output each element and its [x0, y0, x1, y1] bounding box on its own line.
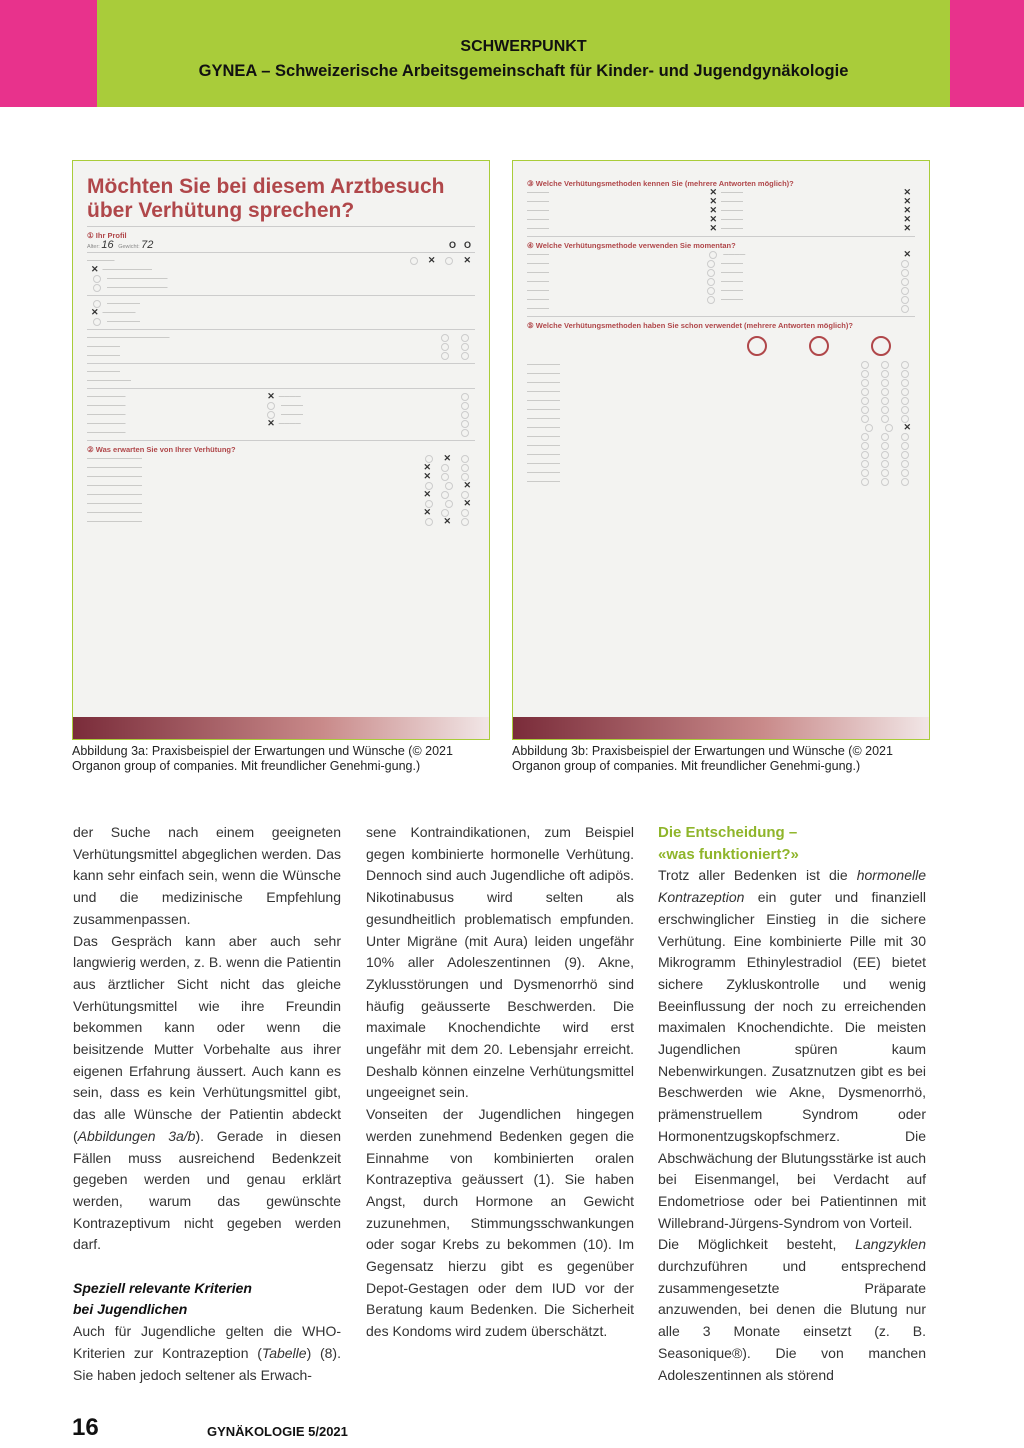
happy-face-icon [871, 336, 891, 356]
table-reference: Tabelle [261, 1344, 307, 1361]
text-column-3 [658, 822, 926, 1386]
header-accent-right [950, 0, 1024, 107]
paragraph: Die Möglichkeit besteht, Langzyklen durchzuführen und entsprechend zusammengesetzte Präparate anzuwenden, bei denen die Blutung nur alle 3 Monate einsetzt (z. B. Seasonique®). Die von manchen Adoleszentinnen als störend [658, 1236, 926, 1383]
page-number: 16 [72, 1414, 99, 1441]
paragraph: Trotz aller Bedenken ist die hormonelle Kontrazeption ein guter und finanziell erschwinglicher Einstieg in die sichere Verhütung. Eine kombinierte Pille mit 30 Mikrogramm Ethinylestradiol (EE) bietet sichere Zykluskontrolle und wenig Beeinflussung der noch zu erreichenden maximalen Knochendichte. Die meisten Jugendlichen spüren kaum Nebenwirkungen. Zusatznutzen gibt es bei Beschwerden wie Akne, Dysmenorrhö, prämenstruellem Syndrom oder Hormonentzugskopfschmerz. Die Abschwächung der Blutungsstärke ist auch bei Eisenmangel, bei Verdacht auf Endometriose oder bei Patientinnen mit Willebrand-Jürgens-Syndrom von Vorteil. [658, 867, 926, 1231]
age-value: 16 [101, 238, 114, 251]
figure-3b-section-known: ③ Welche Verhütungsmethoden kennen Sie (mehrere Antworten möglich)? [527, 179, 794, 188]
figure-3b-footer-band [513, 717, 929, 739]
weight-value: 72 [141, 238, 154, 251]
figure-3a-title-1: Möchten Sie bei diesem Arztbesuch [87, 175, 445, 198]
figure-3a-footer-band [73, 717, 489, 739]
paragraph: Vonseiten der Jugendlichen hingegen werden zunehmend Bedenken gegen die Einnahme von kombinierten oralen Kontrazeptiva geäussert (1). Sie haben Angst, durch Hormone an Gewicht zuzunehmen, Stimmungsschwankungen oder sogar Krebs zu bekommen (10). Im Gegensatz hierzu gibt es gegenüber Depot-Gestagen oder dem IUD vor der Beratung kaum Bedenken. Die Sicherheit des Kondoms wird zudem überschätzt. [366, 1106, 634, 1340]
neutral-face-icon [809, 336, 829, 356]
figure-3a-title-2: über Verhütung sprechen? [87, 199, 355, 222]
figure-3b-section-used: ⑤ Welche Verhütungsmethoden haben Sie schon verwendet (mehrere Antworten möglich)? [527, 321, 853, 330]
subheading-line-2: bei Jugendlichen [73, 1301, 188, 1318]
figure-3b-caption: Abbildung 3b: Praxisbeispiel der Erwartungen und Wünsche (© 2021 Organon group of companies. Mit freundlicher Genehmi-gung.) [512, 744, 893, 773]
sad-face-icon [747, 336, 767, 356]
header-title: GYNEA – Schweizerische Arbeitsgemeinschaft für Kinder- und Jugendgynäkologie [198, 62, 849, 80]
paragraph: Das Gespräch kann aber auch sehr langwierig werden, z. B. wenn die Patientin aus ärztlicher Sicht nicht das gleiche Verhütungsmittel wie ihre Freundin bekommen kann oder wenn die beisitzende Mutter Vorbehalte aus ihrer eigenen Erfahrung äussert. Auch kann es sein, dass es kein Verhütungsmittel gibt, das alle Wünsche der Patientin abdeckt (Abbildungen 3a/b). Gerade in diesen Fällen muss ausreichend Bedenkzeit gegeben werden und genau erklärt werden, warum das gewünschte Kontrazeptivum nicht gegeben werden darf. [73, 932, 341, 1253]
figure-3b: ③ Welche Verhütungsmethoden kennen Sie (mehrere Antworten möglich)? ———— ✕ ———— ✕ ———— ✕ ———— ✕ ———— ✕ ———— ✕ ———— ✕ ———— ✕ ———— ✕ ———— ✕ ④ Welche Verhütungsmethode verwenden Sie momentan? ———— ———— ✕ ———— ———— ———— ———— ———— ———— ———— ———— ———— ———— ———— ⑤ Welche Verhütungsmethoden haben Sie schon verwendet (mehrere Antworten möglich)? —————— —————— —————— —————— —————— —————— —————— —————— ✕ —————— —————— —————— —————— —————— —————— [512, 160, 930, 740]
figure-3b-section-current: ④ Welche Verhütungsmethode verwenden Sie momentan? [527, 241, 736, 250]
subheading-line-1: Speziell relevante Kriterien [73, 1279, 252, 1296]
figure-3a-section-expectations: ② Was erwarten Sie von Ihrer Verhütung? [87, 445, 236, 454]
journal-name: GYNÄKOLOGIE 5/2021 [207, 1424, 348, 1439]
section-heading-line-2: «was funktioniert?» [658, 845, 799, 863]
figure-reference: Abbildungen 3a/b [77, 1127, 196, 1144]
figure-3a: Möchten Sie bei diesem Arztbesuch über Verhütung sprechen? ① Ihr Profil Alter: 16 Gewicht: 72 O O ————— ✕ ✕ ✕ ————————— ——————————— ——————————— —————— ✕ —————— —————— ——————————————— —————— —————— —————— ———————— ——————— ✕ ———— ——————— ———— ——————— ———— ——————— ✕ ———— ——————— ② Was erwarten Sie von Ihrer Verhütung? —————————— ✕ —————————— ✕ —————————— ✕ —————————— ✕ —————————— ✕ —————————— ✕ —————————— ✕ —————————— ✕ [72, 160, 490, 740]
section-heading-line-1: Die Entscheidung – [658, 824, 798, 841]
text-column-1 [73, 822, 341, 1386]
figure-3a-section-profile: ① Ihr Profil [87, 231, 127, 240]
paragraph: der Suche nach einem geeigneten Verhütungsmittel abgeglichen werden. Das kann sehr einfach sein, wenn die Wünsche und die medizinische Empfehlung zusammenpassen. [73, 824, 341, 927]
paragraph: sene Kontraindikationen, zum Beispiel gegen kombinierte hormonelle Verhütung. Dennoch sind auch Jugendliche oft adipös. Nikotinabusus wird selten als gesundheitlich problematisch empfunden. Unter Migräne (mit Aura) leiden ungefähr 10% aller Adoleszentinnen (9). Akne, Zyklusstörungen und Dysmenorrhö sind häufig geäusserte Beschwerden. Die maximale Knochendichte wird erst ungefähr mit dem 20. Lebensjahr erreicht. Deshalb können einzelne Verhütungsmittel ungeeignet sein. [366, 824, 634, 1101]
paragraph: Auch für Jugendliche gelten die WHO-Kriterien zur Kontrazeption (Tabelle) (8). Sie haben jedoch seltener als Erwach- [73, 1323, 341, 1383]
figure-3a-caption: Abbildung 3a: Praxisbeispiel der Erwartungen und Wünsche (© 2021 Organon group of companies. Mit freundlicher Genehmi-gung.) [72, 744, 453, 773]
header-section-label: SCHWERPUNKT [460, 38, 587, 55]
header-accent-left [0, 0, 97, 107]
text-column-2 [366, 822, 634, 1343]
